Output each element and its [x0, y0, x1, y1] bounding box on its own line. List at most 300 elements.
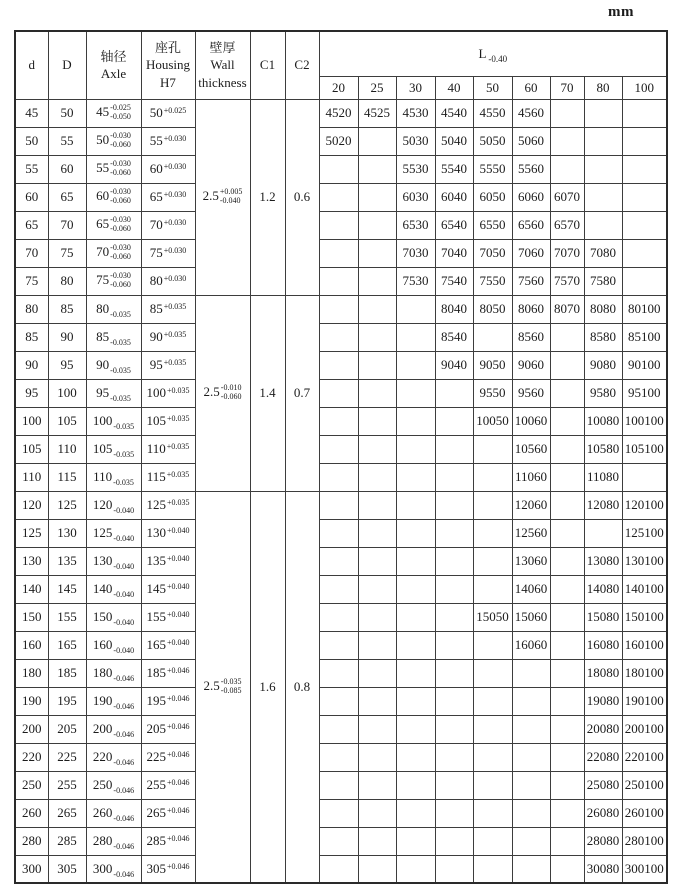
cell-l-25	[358, 239, 396, 267]
table-row	[15, 687, 667, 715]
cell-c2: 0.8	[285, 491, 319, 883]
cell-c1: 1.2	[250, 99, 285, 295]
cell-d: 150	[15, 603, 48, 631]
cell-housing-base: 265	[146, 805, 166, 820]
cell-l-40: 9040	[435, 351, 473, 379]
cell-housing	[141, 127, 195, 155]
cell-l-20	[319, 183, 358, 211]
cell-d: 200	[15, 715, 48, 743]
cell-l-25	[358, 267, 396, 295]
cell-l-50	[473, 463, 512, 491]
cell-axle-tolerance: -0.025 -0.050	[110, 102, 131, 121]
cell-l-50	[473, 771, 512, 799]
cell-axle	[86, 743, 141, 771]
cell-axle-tolerance: -0.040	[113, 506, 135, 515]
table-row	[15, 603, 667, 631]
cell-l-60	[512, 827, 550, 855]
dimension-spec-table	[14, 30, 668, 884]
cell-l-100: 260100	[622, 799, 667, 827]
cell-l-25	[358, 631, 396, 659]
cell-housing-tolerance: +0.035	[166, 498, 190, 507]
cell-l-25	[358, 715, 396, 743]
cell-l-70	[550, 715, 584, 743]
cell-axle-tolerance: -0.040	[113, 534, 135, 543]
cell-d: 140	[15, 575, 48, 603]
cell-housing-tolerance: +0.030	[163, 134, 187, 143]
cell-housing-tolerance: +0.030	[163, 190, 187, 199]
cell-l-60: 9560	[512, 379, 550, 407]
cell-housing-base: 105	[146, 413, 166, 428]
cell-l-30	[396, 855, 435, 883]
cell-axle	[86, 827, 141, 855]
cell-l-40	[435, 519, 473, 547]
cell-l-30: 6530	[396, 211, 435, 239]
cell-l-50	[473, 855, 512, 883]
cell-l-60: 12560	[512, 519, 550, 547]
cell-housing-base: 165	[146, 637, 166, 652]
cell-axle-base: 55	[96, 159, 110, 175]
l-col-header-50: 50	[473, 76, 512, 99]
cell-housing-base: 85	[149, 301, 163, 316]
cell-housing	[141, 295, 195, 323]
cell-axle-tolerance: -0.030 -0.060	[110, 186, 131, 205]
cell-l-80: 8080	[584, 295, 622, 323]
cell-l-20	[319, 379, 358, 407]
cell-l-25	[358, 799, 396, 827]
cell-l-60: 16060	[512, 631, 550, 659]
cell-axle-base: 130	[92, 553, 113, 568]
cell-l-80: 20080	[584, 715, 622, 743]
cell-l-50: 6550	[473, 211, 512, 239]
cell-l-25	[358, 547, 396, 575]
cell-l-50: 7050	[473, 239, 512, 267]
cell-axle	[86, 519, 141, 547]
cell-wall-thickness-tolerance: -0.010 -0.060	[220, 382, 242, 401]
table-row	[15, 855, 667, 883]
cell-l-40: 5040	[435, 127, 473, 155]
cell-l-80: 9580	[584, 379, 622, 407]
cell-l-25	[358, 351, 396, 379]
cell-housing-tolerance: +0.030	[163, 274, 187, 283]
cell-l-25	[358, 379, 396, 407]
cell-l-25	[358, 575, 396, 603]
cell-l-100: 120100	[622, 491, 667, 519]
cell-axle-tolerance: -0.035	[110, 310, 131, 319]
cell-housing	[141, 547, 195, 575]
cell-housing-tolerance: +0.035	[166, 414, 190, 423]
cell-axle	[86, 631, 141, 659]
l-col-header-25: 25	[358, 76, 396, 99]
cell-axle-tolerance: -0.046	[113, 842, 135, 851]
cell-l-80: 7580	[584, 267, 622, 295]
cell-l-20	[319, 547, 358, 575]
cell-axle-base: 95	[96, 385, 110, 400]
cell-l-30	[396, 603, 435, 631]
cell-d: 90	[15, 351, 48, 379]
cell-c2: 0.6	[285, 99, 319, 295]
cell-l-60: 6060	[512, 183, 550, 211]
cell-l-70	[550, 127, 584, 155]
cell-l-100: 280100	[622, 827, 667, 855]
cell-l-40: 4540	[435, 99, 473, 127]
wall-label-en1: Wall	[210, 57, 235, 73]
cell-axle	[86, 127, 141, 155]
cell-l-25	[358, 295, 396, 323]
cell-l-20	[319, 519, 358, 547]
cell-axle-tolerance: -0.046	[113, 730, 135, 739]
cell-axle	[86, 463, 141, 491]
cell-l-100: 180100	[622, 659, 667, 687]
cell-axle	[86, 575, 141, 603]
cell-l-30	[396, 715, 435, 743]
cell-l-60: 11060	[512, 463, 550, 491]
cell-housing-base: 75	[149, 245, 163, 260]
table-row	[15, 99, 667, 127]
cell-housing-base: 70	[149, 217, 163, 232]
cell-housing-base: 90	[149, 329, 163, 344]
cell-l-20	[319, 295, 358, 323]
cell-l-50	[473, 687, 512, 715]
cell-D: 90	[48, 323, 86, 351]
housing-grade-label: H7	[160, 75, 176, 91]
cell-l-80: 8580	[584, 323, 622, 351]
cell-l-25	[358, 519, 396, 547]
cell-D: 205	[48, 715, 86, 743]
l-col-header-40: 40	[435, 76, 473, 99]
cell-l-20	[319, 211, 358, 239]
cell-l-40	[435, 659, 473, 687]
cell-l-100: 85100	[622, 323, 667, 351]
cell-l-30: 4530	[396, 99, 435, 127]
cell-l-80: 13080	[584, 547, 622, 575]
cell-l-80: 10080	[584, 407, 622, 435]
cell-l-70	[550, 491, 584, 519]
cell-D: 60	[48, 155, 86, 183]
cell-l-80: 30080	[584, 855, 622, 883]
cell-l-60: 5560	[512, 155, 550, 183]
cell-axle	[86, 771, 141, 799]
cell-axle-base: 160	[92, 637, 113, 652]
cell-l-60	[512, 743, 550, 771]
cell-l-70	[550, 771, 584, 799]
cell-l-30: 7030	[396, 239, 435, 267]
table-row	[15, 267, 667, 295]
cell-D: 95	[48, 351, 86, 379]
cell-l-70	[550, 827, 584, 855]
table-body	[15, 99, 667, 883]
cell-axle-tolerance: -0.030 -0.060	[110, 242, 131, 261]
cell-l-60: 15060	[512, 603, 550, 631]
cell-l-30	[396, 379, 435, 407]
cell-D: 50	[48, 99, 86, 127]
cell-d: 65	[15, 211, 48, 239]
cell-D: 195	[48, 687, 86, 715]
cell-l-25	[358, 323, 396, 351]
cell-axle-tolerance: -0.040	[113, 646, 135, 655]
cell-housing-base: 145	[146, 581, 166, 596]
col-header-housing	[141, 31, 195, 99]
cell-l-20: 4520	[319, 99, 358, 127]
cell-axle	[86, 267, 141, 295]
table-row	[15, 463, 667, 491]
cell-l-100: 190100	[622, 687, 667, 715]
cell-l-30	[396, 519, 435, 547]
cell-housing	[141, 407, 195, 435]
cell-d: 55	[15, 155, 48, 183]
cell-housing	[141, 603, 195, 631]
l-col-header-70: 70	[550, 76, 584, 99]
cell-l-40	[435, 799, 473, 827]
cell-d: 75	[15, 267, 48, 295]
cell-l-50	[473, 491, 512, 519]
cell-l-70	[550, 155, 584, 183]
cell-l-40	[435, 631, 473, 659]
cell-axle-base: 90	[96, 357, 110, 372]
cell-l-50	[473, 715, 512, 743]
cell-l-25	[358, 435, 396, 463]
cell-l-20	[319, 631, 358, 659]
cell-housing-base: 195	[146, 693, 166, 708]
cell-housing-base: 185	[146, 665, 166, 680]
col-header-L	[319, 31, 667, 76]
cell-axle-base: 200	[92, 721, 113, 736]
cell-d: 70	[15, 239, 48, 267]
cell-d: 300	[15, 855, 48, 883]
cell-l-30	[396, 407, 435, 435]
cell-housing	[141, 491, 195, 519]
cell-axle	[86, 491, 141, 519]
cell-housing-tolerance: +0.040	[166, 638, 190, 647]
cell-housing-tolerance: +0.030	[163, 162, 187, 171]
cell-l-20	[319, 575, 358, 603]
cell-l-70: 6070	[550, 183, 584, 211]
table-header	[15, 31, 667, 99]
cell-l-80: 15080	[584, 603, 622, 631]
cell-l-40	[435, 407, 473, 435]
table-row	[15, 743, 667, 771]
cell-l-40: 8540	[435, 323, 473, 351]
table-row	[15, 295, 667, 323]
cell-l-100: 95100	[622, 379, 667, 407]
l-col-header-80: 80	[584, 76, 622, 99]
cell-l-20	[319, 155, 358, 183]
cell-l-25	[358, 155, 396, 183]
l-col-header-100: 100	[622, 76, 667, 99]
cell-l-25	[358, 687, 396, 715]
cell-D: 115	[48, 463, 86, 491]
cell-l-60: 8560	[512, 323, 550, 351]
cell-D: 285	[48, 827, 86, 855]
cell-l-50	[473, 743, 512, 771]
cell-axle-tolerance: -0.046	[113, 786, 135, 795]
cell-axle	[86, 659, 141, 687]
cell-l-70	[550, 323, 584, 351]
cell-housing-base: 205	[146, 721, 166, 736]
cell-l-20: 5020	[319, 127, 358, 155]
cell-l-50: 9050	[473, 351, 512, 379]
cell-axle-base: 250	[92, 777, 113, 792]
col-header-d: d	[15, 31, 48, 99]
cell-housing-base: 125	[146, 497, 166, 512]
cell-axle-tolerance: -0.046	[113, 869, 135, 879]
cell-axle-base: 45	[96, 103, 110, 119]
cell-l-60: 4560	[512, 99, 550, 127]
cell-axle-base: 100	[92, 413, 113, 428]
cell-l-70: 8070	[550, 295, 584, 323]
cell-wall-thickness	[195, 99, 250, 295]
cell-axle-tolerance: -0.040	[113, 618, 135, 627]
cell-housing-base: 55	[149, 133, 163, 148]
cell-housing	[141, 183, 195, 211]
cell-housing-base: 285	[146, 833, 166, 848]
cell-l-60: 10060	[512, 407, 550, 435]
cell-axle	[86, 99, 141, 127]
table-row	[15, 379, 667, 407]
cell-l-60	[512, 659, 550, 687]
cell-l-70	[550, 659, 584, 687]
cell-l-40: 7040	[435, 239, 473, 267]
table-row	[15, 659, 667, 687]
cell-l-50: 6050	[473, 183, 512, 211]
cell-housing-base: 80	[149, 273, 163, 288]
cell-D: 265	[48, 799, 86, 827]
cell-l-60: 5060	[512, 127, 550, 155]
table-row	[15, 435, 667, 463]
cell-l-25	[358, 855, 396, 883]
l-col-header-60: 60	[512, 76, 550, 99]
cell-l-60: 8060	[512, 295, 550, 323]
cell-housing	[141, 379, 195, 407]
cell-l-80: 28080	[584, 827, 622, 855]
cell-housing-tolerance: +0.040	[166, 526, 190, 535]
cell-axle-base: 110	[93, 469, 113, 484]
axle-label-zh: 轴径	[100, 48, 127, 64]
cell-l-40: 7540	[435, 267, 473, 295]
cell-l-80	[584, 155, 622, 183]
cell-l-50: 8050	[473, 295, 512, 323]
table-row	[15, 519, 667, 547]
cell-axle-base: 120	[92, 497, 113, 512]
cell-l-20	[319, 267, 358, 295]
cell-D: 70	[48, 211, 86, 239]
cell-housing	[141, 827, 195, 855]
cell-housing-tolerance: +0.046	[166, 666, 190, 675]
col-header-c1: C1	[250, 31, 285, 99]
cell-l-30: 7530	[396, 267, 435, 295]
cell-l-30	[396, 743, 435, 771]
cell-housing-tolerance: +0.035	[166, 470, 190, 479]
cell-housing-tolerance: +0.035	[166, 442, 190, 451]
cell-D: 185	[48, 659, 86, 687]
cell-axle-tolerance: -0.030 -0.060	[110, 130, 131, 149]
table-row	[15, 211, 667, 239]
unit-label: mm	[608, 4, 634, 20]
cell-l-80: 26080	[584, 799, 622, 827]
cell-housing	[141, 743, 195, 771]
cell-axle	[86, 379, 141, 407]
cell-l-40	[435, 771, 473, 799]
cell-housing-base: 65	[149, 189, 163, 204]
cell-housing	[141, 771, 195, 799]
cell-wall-thickness-base: 2.5	[203, 383, 220, 399]
cell-D: 80	[48, 267, 86, 295]
cell-l-50	[473, 323, 512, 351]
cell-l-25	[358, 827, 396, 855]
cell-l-70	[550, 631, 584, 659]
cell-l-100: 130100	[622, 547, 667, 575]
cell-l-50: 4550	[473, 99, 512, 127]
cell-housing	[141, 519, 195, 547]
cell-d: 180	[15, 659, 48, 687]
cell-l-70: 7570	[550, 267, 584, 295]
cell-housing	[141, 575, 195, 603]
table-row	[15, 351, 667, 379]
cell-housing	[141, 659, 195, 687]
cell-housing-tolerance: +0.046	[166, 750, 190, 759]
cell-housing-tolerance: +0.046	[166, 722, 190, 731]
cell-l-25	[358, 659, 396, 687]
cell-axle-tolerance: -0.046	[113, 758, 135, 767]
cell-d: 260	[15, 799, 48, 827]
cell-l-80: 18080	[584, 659, 622, 687]
cell-l-70	[550, 799, 584, 827]
cell-axle-tolerance: -0.030 -0.060	[110, 214, 131, 233]
cell-l-40	[435, 379, 473, 407]
cell-l-100	[622, 267, 667, 295]
cell-l-20	[319, 407, 358, 435]
cell-d: 220	[15, 743, 48, 771]
cell-axle	[86, 855, 141, 883]
cell-l-30	[396, 575, 435, 603]
cell-l-60: 7560	[512, 267, 550, 295]
cell-l-40	[435, 687, 473, 715]
cell-housing	[141, 463, 195, 491]
cell-axle-base: 85	[96, 329, 110, 344]
cell-l-80	[584, 99, 622, 127]
cell-l-25	[358, 491, 396, 519]
cell-l-100: 250100	[622, 771, 667, 799]
cell-housing-tolerance: +0.035	[163, 358, 187, 367]
axle-label-en: Axle	[100, 66, 127, 82]
cell-l-60: 10560	[512, 435, 550, 463]
cell-housing-base: 155	[146, 609, 166, 624]
cell-housing	[141, 267, 195, 295]
cell-d: 50	[15, 127, 48, 155]
l-col-header-20: 20	[319, 76, 358, 99]
cell-housing-tolerance: +0.046	[166, 806, 190, 815]
cell-l-20	[319, 771, 358, 799]
cell-axle-base: 80	[96, 301, 110, 316]
cell-axle-tolerance: -0.030 -0.060	[110, 158, 131, 177]
cell-l-20	[319, 827, 358, 855]
table-row	[15, 715, 667, 743]
housing-label-en: Housing	[145, 57, 191, 73]
cell-l-30	[396, 323, 435, 351]
cell-axle-base: 180	[92, 665, 113, 680]
cell-housing-tolerance: +0.030	[163, 218, 187, 227]
cell-wall-thickness-base: 2.5	[203, 677, 220, 693]
cell-l-30: 6030	[396, 183, 435, 211]
cell-l-30	[396, 799, 435, 827]
cell-l-30: 5530	[396, 155, 435, 183]
cell-l-25	[358, 127, 396, 155]
cell-axle-tolerance: -0.030 -0.060	[110, 270, 131, 289]
cell-l-25	[358, 407, 396, 435]
cell-l-30	[396, 435, 435, 463]
cell-d: 120	[15, 491, 48, 519]
cell-l-60	[512, 715, 550, 743]
cell-d: 190	[15, 687, 48, 715]
